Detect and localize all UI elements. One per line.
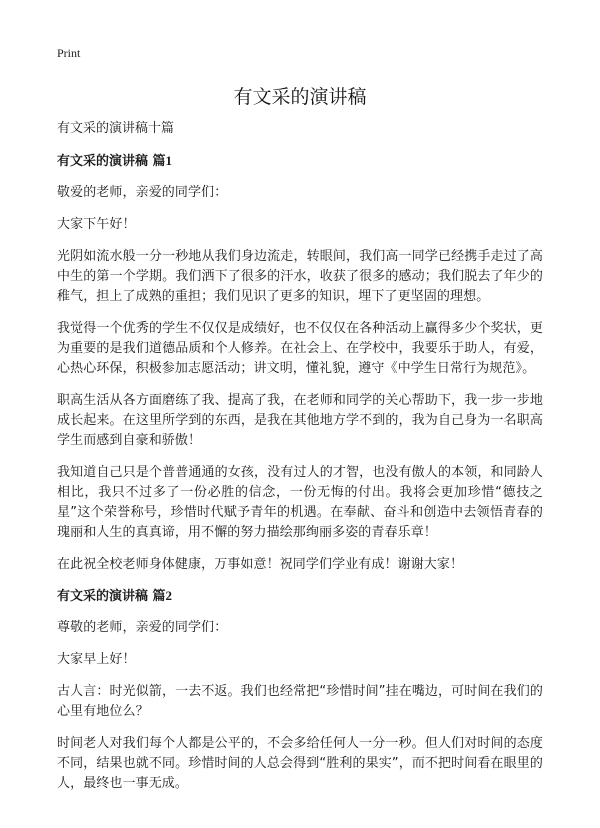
page-title: 有文采的演讲稿 [233,86,367,108]
section-heading [57,152,543,171]
body-paragraph: 我觉得一个优秀的学生不仅仅是成绩好，也不仅仅在各种活动上赢得多少个奖状，更为重要的是我们道德品质和个人修养。在社会上、在学校中，我要乐于助人，有爱，心热心环保，积极参加志愿活动；讲文明，懂礼貌，遵守《中学生日常行为规范》。 [57,321,543,376]
section-number: 2 [165,588,173,603]
section-number: 1 [165,153,173,168]
body-paragraph: 古人言：时光似箭，一去不返。我们也经常把“珍惜时间”挂在嘴边，可时间在我们的心里有地位么？ [57,684,543,719]
section-2 [57,587,543,794]
print-link[interactable]: Print [57,46,81,60]
salutation: 敬爱的老师，亲爱的同学们： [57,185,228,200]
salutation: 尊敬的老师，亲爱的同学们： [57,620,228,635]
section-heading [57,587,543,606]
body-paragraph: 我知道自己只是个普普通通的女孩，没有过人的才智，也没有傲人的本领，和同龄人相比，我只不过多了一份必胜的信念，一份无悔的付出。我将会更加珍惜“德技之星”这个荣誉称号，珍惜时代赋予青年的机遇。在奉献、奋斗和创造中去领悟青春的瑰丽和人生的真真谛，用不懈的努力描绘那绚丽多姿的青春乐章！ [57,465,543,540]
section-heading-text: 有文采的演讲稿 篇 [57,589,166,604]
greeting: 大家下午好！ [57,217,136,232]
section-heading-text: 有文采的演讲稿 篇 [57,154,166,169]
greeting: 大家早上好！ [57,652,136,667]
document-subtitle: 有文采的演讲稿十篇 [57,121,175,136]
section-1 [57,152,543,575]
body-paragraph: 光阴如流水般一分一秒地从我们身边流走，转眼间，我们高一同学已经携手走过了高中生的第一个学期。我们洒下了很多的汗水，收获了很多的感动；我们脱去了年少的稚气，担上了成熟的重担；我们见识了更多的知识，埋下了更坚固的理想。 [57,249,543,304]
body-paragraph: 时间老人对我们每个人都是公平的，不会多给任何人一分一秒。但人们对时间的态度不同，结果也就不同。珍惜时间的人总会得到“胜利的果实”，而不把时间看在眼里的人，最终也一事无成。 [57,736,543,791]
closing-paragraph: 在此祝全校老师身体健康，万事如意！祝同学们学业有成！谢谢大家！ [57,557,464,572]
document-body [57,120,543,806]
body-paragraph: 职高生活从各方面磨练了我、提高了我，在老师和同学的关心帮助下，我一步一步地成长起来。在这里所学到的东西，是我在其他地方学不到的，我为自己身为一名职高学生而感到自豪和骄傲！ [57,393,543,448]
